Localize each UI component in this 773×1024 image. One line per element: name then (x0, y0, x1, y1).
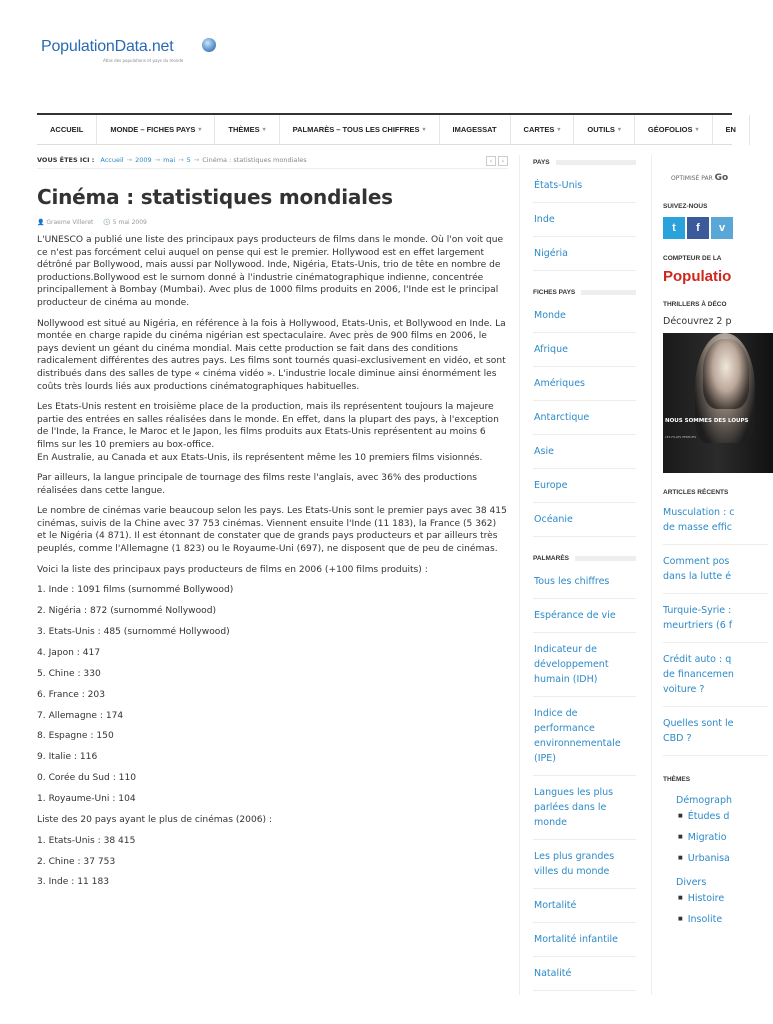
cover-face (703, 339, 749, 409)
article-text: Les Etats-Unis restent en troisième place de la production, mais ils représentent toujours la majeure partie des entrées en salles réalisées dans le monde. En effet, dans la plupart des pays, à l'exception de l'Inde, la France, le Maroc et le Japon, les films produits aux Etats-Unis représentent au moins 6 films sur les 10 premiers au box-office. (37, 402, 499, 450)
recent-article-line: de masse effic (663, 522, 732, 533)
recent-article-line: dans la lutte é (663, 571, 732, 582)
thrillers-heading: THRILLERS À DÉCO (663, 301, 727, 308)
sidebar-link[interactable]: Langues les plus parlées dans le monde (533, 776, 636, 840)
sidebar-link[interactable]: Mortalité infantile (533, 923, 636, 957)
nav-item-3[interactable] (280, 115, 440, 145)
theme-group-link[interactable]: Démograph (676, 795, 733, 806)
post-meta (37, 219, 508, 226)
breadcrumb-link[interactable]: 2009 (135, 155, 152, 164)
article-text: En Australie, au Canada et aux Etats-Unis, ils représentent même les 10 premiers films visionnés. (37, 452, 483, 463)
sidebar-heading-text: PAYS (533, 158, 550, 166)
post-date-text: 5 mai 2009 (112, 219, 147, 226)
nav-item-label: GÉOFOLIOS (647, 125, 693, 134)
chevron-down-icon: ▾ (262, 127, 266, 133)
sidebar-link[interactable]: Indicateur de développement humain (IDH) (533, 633, 636, 697)
counter-heading: COMPTEUR DE LA (663, 255, 722, 262)
nav-item-label: OUTILS (587, 125, 615, 134)
heading-rule (575, 556, 636, 561)
breadcrumb (37, 155, 508, 169)
list-item: 1. Inde : 1091 films (surnommé Bollywood) (37, 585, 234, 596)
sidebar-link[interactable]: Océanie (533, 503, 636, 537)
sidebar-link[interactable]: Afrique (533, 333, 636, 367)
recent-article-line: meurtriers (6 f (663, 620, 733, 631)
sidebar-link[interactable]: États-Unis (533, 169, 636, 203)
globe-icon (202, 38, 216, 52)
counter-logo[interactable] (663, 268, 768, 285)
sidebar-link[interactable]: Monde (533, 299, 636, 333)
recent-article-line: Quelles sont le (663, 718, 734, 729)
sidebar-heading-text: FICHES PAYS (533, 288, 576, 296)
next-post-icon[interactable]: › (498, 156, 508, 166)
powered-brand: Go (714, 173, 729, 183)
theme-sub-link[interactable]: ■ Histoire (678, 888, 768, 909)
counter-logo-text: Populatio (663, 268, 732, 285)
breadcrumb-separator: → (126, 155, 133, 164)
follow-heading: SUIVEZ-NOUS (663, 203, 708, 210)
breadcrumb-separator: → (193, 155, 200, 164)
thrillers-text: Découvrez 2 p (663, 316, 732, 327)
author[interactable]: 👤 Graeme Villeret (37, 219, 94, 226)
sidebar-heading (533, 551, 636, 565)
nav-item-label: EN (725, 125, 736, 134)
heading-rule (556, 160, 636, 165)
sidebar-primary (533, 155, 636, 991)
nav-item-label: IMAGESSAT (452, 125, 497, 134)
main-content (37, 155, 508, 897)
recent-article-line: de financemen (663, 669, 734, 680)
sidebar-link[interactable]: Amériques (533, 367, 636, 401)
list-item: 4. Japon : 417 (37, 647, 101, 658)
nav-item-8[interactable] (713, 115, 750, 145)
list-item: 8. Espagne : 150 (37, 731, 114, 742)
article-paragraph: Liste des 20 pays ayant le plus de cinémas (2006) : (37, 815, 273, 826)
list-item: 5. Chine : 330 (37, 668, 101, 679)
list-item: 1. Royaume-Uni : 104 (37, 794, 136, 805)
sidebar-heading (533, 285, 636, 299)
twitter-icon[interactable]: t (663, 217, 685, 239)
book-subtitle: LES FILLES PERDUES (665, 435, 697, 439)
breadcrumb-link[interactable]: Accueil (100, 155, 124, 164)
heading-rule (581, 290, 636, 295)
logo-text: PopulationData.net (41, 38, 174, 55)
nav-item-4[interactable] (440, 115, 511, 145)
sidebar2-inner (651, 173, 768, 930)
article-paragraph (37, 401, 508, 464)
theme-sub-link[interactable]: ■ Études d (678, 806, 768, 827)
breadcrumb-separator: → (154, 155, 161, 164)
facebook-icon[interactable]: f (687, 217, 709, 239)
book-title: NOUS SOMMES DES LOUPS (665, 418, 749, 424)
sidebar-link[interactable]: Europe (533, 469, 636, 503)
list-item: 7. Allemagne : 174 (37, 710, 124, 721)
recent-article-line: voiture ? (663, 684, 705, 695)
chevron-down-icon: ▾ (198, 127, 202, 133)
themes-heading: THÈMES (663, 776, 691, 783)
chevron-down-icon: ▾ (695, 127, 699, 133)
list-item: 3. Inde : 11 183 (37, 877, 110, 888)
breadcrumb-link[interactable]: 5 (186, 155, 191, 164)
sidebar-divider (519, 155, 520, 995)
sidebar-link[interactable]: Tous les chiffres (533, 565, 636, 599)
site-logo[interactable] (41, 36, 184, 70)
page-title: Cinéma : statistiques mondiales (37, 185, 393, 209)
nav-item-5[interactable] (511, 115, 575, 145)
sidebar-link[interactable]: Inde (533, 203, 636, 237)
theme-group-link[interactable]: Divers (676, 877, 707, 888)
nav-item-label: MONDE – FICHES PAYS (110, 125, 196, 134)
nav-item-label: ACCUEIL (50, 125, 84, 134)
sidebar-link[interactable]: Antarctique (533, 401, 636, 435)
recent-article-link[interactable] (663, 545, 768, 594)
list-item: 6. France : 203 (37, 689, 106, 700)
post-pager (486, 156, 508, 166)
recent-articles-heading: ARTICLES RÉCENTS (663, 489, 729, 496)
theme-sub-link[interactable]: ■ Insolite (678, 909, 768, 930)
breadcrumb-separator: → (178, 155, 184, 164)
recent-article-line: CBD ? (663, 733, 692, 744)
article-paragraph: L'UNESCO a publié une liste des principaux pays producteurs de films dans le monde. Où l'on voit que ce n'est pas forcément celui auquel on pense qui est le premier. Hollywood est en effet largement détrôné par Bollywood, mais aussi par Nollywood. Inde, Nigéria, Etats-Unis, trio de tête en nombre de productions.Bollywood est le surnom donné à l'industrie cinématographique indienne, concentrée principallement à Bombay (Mumbai). Avec plus de 1000 films produits en 2006, l'Inde est le principal producteur de cinéma au monde. (37, 235, 504, 308)
sidebar-link[interactable]: Natalité (533, 957, 636, 991)
article-paragraph: Nollywood est situé au Nigéria, en référence à la fois à Hollywood, Etats-Unis, et Bollywood en Inde. La montée en charge rapide du cinéma nigérian est spectaculaire. Avec près de 900 films en 2006, le pays devient un géant du cinéma mondial. Mais cette production se fait dans des conditions radicalement différentes des autres pays. Les films sont tournés quasi-exclusivement en vidéo, et sont distribués dans des salles de type « cinéma vidéo ». L'industrie locale diminue ainsi énormément les coûts très lourds liés aux productions cinématographiques habituelles. (37, 318, 506, 392)
book-cover-image[interactable] (663, 333, 773, 473)
sidebar-heading (533, 155, 636, 169)
chevron-down-icon: ▾ (617, 127, 621, 133)
powered-label: OPTIMISÉ PAR (671, 175, 715, 182)
breadcrumb-link[interactable]: mai (163, 155, 176, 164)
main-nav (37, 113, 736, 145)
sidebar-link[interactable]: Espérance de vie (533, 599, 636, 633)
article-paragraph: Le nombre de cinémas varie beaucoup selon les pays. Les Etats-Unis sont le premier pays avec 38 415 cinémas, suivis de la Chine avec 37 753 cinémas. Viennent ensuite l'Inde (11 183), la France (5 362) et le Nigéria (4 871). Il est étonnant de constater que de grands pays producteurs et par ailleurs très peuplés, comme l'Allemagne (1 823) ou le Royaume-Uni (697), ne disposent que de peu de cinémas. (37, 506, 507, 555)
sidebar-link[interactable]: Les plus grandes villes du monde (533, 840, 636, 889)
sidebar-link[interactable]: Asie (533, 435, 636, 469)
nav-item-0[interactable] (37, 115, 97, 145)
recent-article-line: Comment pos (663, 556, 730, 567)
recent-article-line: Turquie-Syrie : (663, 605, 732, 616)
theme-sub-link[interactable]: ■ Urbanisa (678, 848, 768, 869)
prev-post-icon[interactable]: ‹ (486, 156, 496, 166)
list-item: 2. Nigéria : 872 (surnommé Nollywood) (37, 606, 217, 617)
recent-article-link[interactable] (663, 643, 768, 707)
recent-article-link[interactable] (663, 496, 768, 545)
nav-item-7[interactable] (635, 115, 713, 145)
sidebar-link[interactable]: Nigéria (533, 237, 636, 271)
chevron-down-icon: ▾ (422, 127, 426, 133)
author-name: Graeme Villeret (46, 219, 94, 226)
recent-article-line: Musculation : c (663, 507, 735, 518)
recent-article-link[interactable] (663, 707, 768, 756)
nav-item-1[interactable] (97, 115, 215, 145)
sidebar-heading-text: PALMARÈS (533, 554, 569, 562)
article-paragraph: Par ailleurs, la langue principale de tournage des films reste l'anglais, avec 36% des productions réalisées dans cette langue. (37, 473, 477, 496)
breadcrumb-label: VOUS ÊTES ICI : (37, 155, 95, 164)
list-item: 0. Corée du Sud : 110 (37, 773, 137, 784)
list-item: 2. Chine : 37 753 (37, 856, 116, 867)
other-social-icon[interactable]: v (711, 217, 733, 239)
recent-article-link[interactable] (663, 594, 768, 643)
search-powered-by (663, 173, 768, 183)
list-item: 9. Italie : 116 (37, 752, 98, 763)
nav-item-6[interactable] (574, 115, 635, 145)
sidebar-secondary (651, 155, 768, 930)
nav-item-2[interactable] (215, 115, 279, 145)
nav-item-label: THÈMES (228, 125, 260, 134)
article-body (37, 234, 508, 889)
list-item: 3. Etats-Unis : 485 (surnommé Hollywood) (37, 627, 230, 638)
breadcrumb-current: Cinéma : statistiques mondiales (202, 155, 307, 164)
chevron-down-icon: ▾ (557, 127, 561, 133)
social-links (663, 217, 768, 239)
logo-tagline: Atlas des populations et pays du monde (103, 58, 184, 63)
list-item: 1. Etats-Unis : 38 415 (37, 835, 136, 846)
nav-item-label: CARTES (523, 125, 555, 134)
sidebar-link[interactable]: Indice de performance environnementale (IPE) (533, 697, 636, 776)
sidebar-link[interactable]: Mortalité (533, 889, 636, 923)
theme-sub-link[interactable]: ■ Migratio (678, 827, 768, 848)
article-paragraph: Voici la liste des principaux pays producteurs de films en 2006 (+100 films produits) : (37, 564, 428, 575)
recent-article-line: Crédit auto : q (663, 654, 732, 665)
post-date: 🕓 5 mai 2009 (103, 219, 147, 226)
nav-item-label: PALMARÈS – TOUS LES CHIFFRES (292, 125, 420, 134)
